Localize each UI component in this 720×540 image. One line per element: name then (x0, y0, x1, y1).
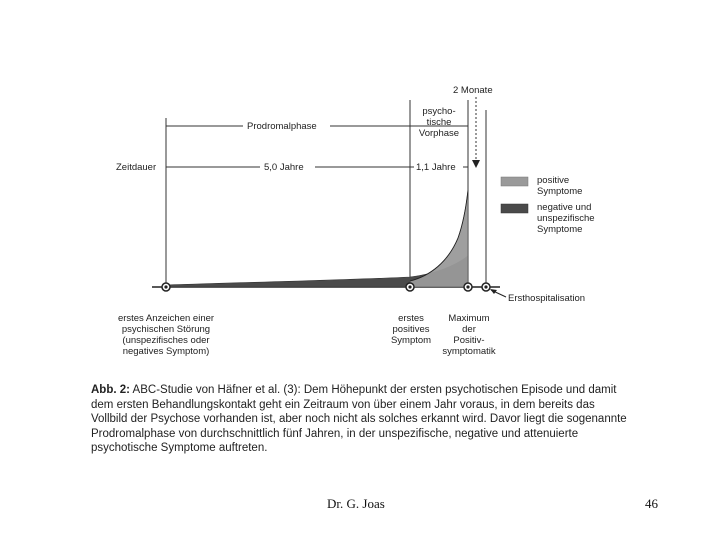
marker-first-sign (162, 283, 170, 291)
marker-hospitalisation (482, 283, 490, 291)
caption-text: ABC-Studie von Häfner et al. (3): Dem Höhepunkt der ersten psychotischen Episode und damit dem ersten Behandlungskontakt geht ein Zeitraum von über einem Jahr voraus, in dem bereits das Vollbild der Psychose vorhanden ist, aber noch nicht als solches erkannt wird. Davor liegt die sogenannte Prodromalphase von durchschnittlich fünf Jahren, in der unspezifische, negative und attenuierte psychotische Symptome auftreten. (91, 384, 627, 455)
label-duration: Zeitdauer (116, 162, 157, 173)
label-first-sign: erstes Anzeichen einer psychischen Störung (unspezifisches oder negatives Symptom) (117, 313, 215, 357)
marker-first-positive (406, 283, 414, 291)
label-one-year: 1,1 Jahre (416, 162, 456, 173)
two-months-arrowhead (472, 160, 480, 168)
figure-caption (91, 383, 631, 456)
marker-maximum (464, 283, 472, 291)
label-psychotic-prephase: psycho- tische Vorphase (418, 106, 460, 139)
caption-prefix: Abb. 2: (91, 384, 130, 396)
footer-author: Dr. G. Joas (327, 496, 385, 511)
slide-number: 46 (645, 496, 658, 511)
label-maximum: Maximum der Positiv- symptomatik (442, 313, 496, 357)
label-five-years: 5,0 Jahre (264, 162, 304, 173)
label-first-positive: erstes positives Symptom (390, 313, 432, 346)
legend-negative-label: negative und unspezifische Symptome (537, 202, 595, 235)
label-prodromal-phase: Prodromalphase (247, 121, 317, 132)
legend-swatch-positive (501, 177, 528, 186)
label-two-months: 2 Monate (453, 85, 493, 96)
positive-symptom-area (410, 190, 468, 287)
legend-positive-label: positive Symptome (537, 175, 583, 197)
hospitalisation-pointer-head (490, 289, 497, 294)
label-first-hospitalisation: Ersthospitalisation (508, 293, 586, 304)
legend-swatch-negative (501, 204, 528, 213)
